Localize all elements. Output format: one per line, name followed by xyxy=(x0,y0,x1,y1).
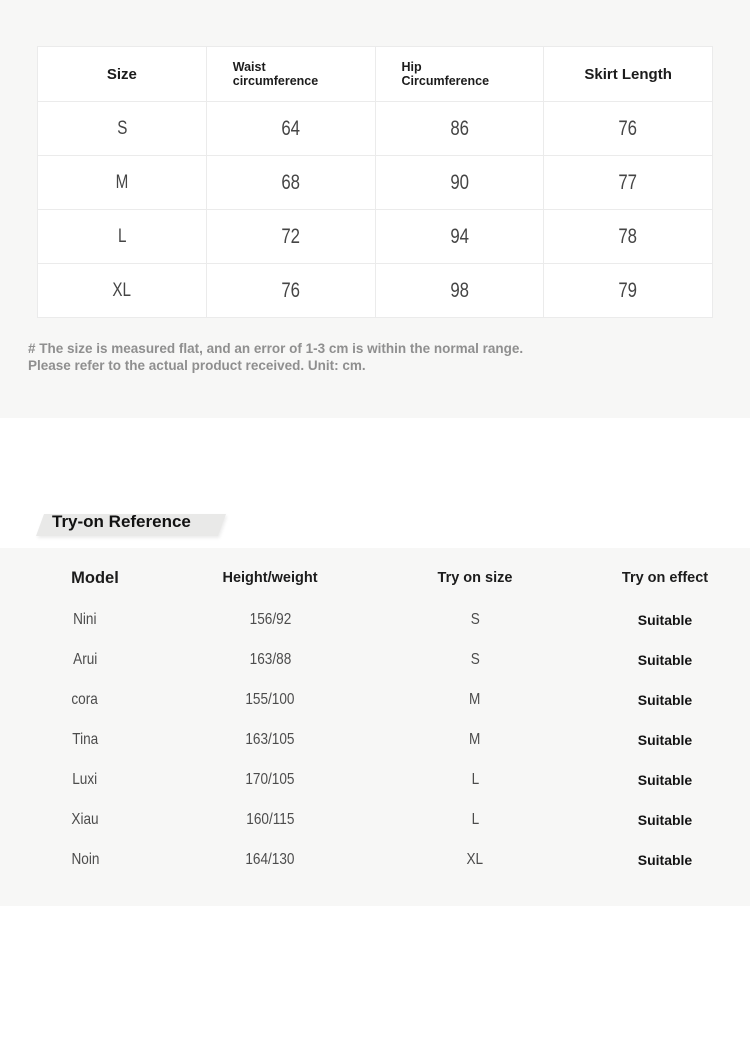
tryon-effect: Suitable xyxy=(637,732,693,748)
table-row xyxy=(38,264,713,318)
model-name: Luxi xyxy=(72,771,98,788)
size-table-header-waist-label: Waist circumference xyxy=(232,60,319,88)
table-row xyxy=(38,210,713,264)
size-value: M xyxy=(38,156,207,210)
waist-value: 68 xyxy=(206,156,375,210)
tryon-row xyxy=(0,840,750,880)
tryon-header-model: Model xyxy=(71,568,119,587)
size-note xyxy=(28,341,668,374)
tryon-size: M xyxy=(469,731,481,748)
tryon-row xyxy=(0,640,750,680)
tryon-row xyxy=(0,600,750,640)
hip-value: 98 xyxy=(375,264,544,318)
waist-value: 72 xyxy=(206,210,375,264)
model-name: Tina xyxy=(72,731,98,748)
length-value: 76 xyxy=(544,102,713,156)
tryon-size: S xyxy=(470,611,480,628)
tryon-size: L xyxy=(471,771,479,788)
size-table-header-row xyxy=(38,47,713,102)
tryon-row xyxy=(0,680,750,720)
size-value: S xyxy=(38,102,207,156)
height-weight: 170/105 xyxy=(245,771,295,788)
waist-value: 76 xyxy=(206,264,375,318)
length-value: 77 xyxy=(544,156,713,210)
tryon-effect: Suitable xyxy=(637,772,693,788)
tryon-header-size: Try on size xyxy=(437,570,513,586)
height-weight: 163/105 xyxy=(245,731,295,748)
size-table xyxy=(37,46,713,318)
size-table-header-waist xyxy=(206,47,375,102)
tryon-row xyxy=(0,760,750,800)
size-value: L xyxy=(38,210,207,264)
tryon-effect: Suitable xyxy=(637,652,693,668)
size-chart-section xyxy=(0,0,750,418)
height-weight: 163/88 xyxy=(249,651,291,668)
length-value: 79 xyxy=(544,264,713,318)
tryon-header-height: Height/weight xyxy=(222,570,318,586)
height-weight: 155/100 xyxy=(245,691,295,708)
tryon-effect: Suitable xyxy=(637,812,693,828)
size-table-header-size: Size xyxy=(38,47,207,102)
height-weight: 164/130 xyxy=(245,851,295,868)
hip-value: 94 xyxy=(375,210,544,264)
size-table-header-hip xyxy=(375,47,544,102)
tryon-effect: Suitable xyxy=(637,692,693,708)
tryon-effect: Suitable xyxy=(637,852,693,868)
size-note-line1: # The size is measured flat, and an error of 1-3 cm is within the normal range. xyxy=(28,341,524,356)
table-row xyxy=(38,102,713,156)
tryon-size: S xyxy=(470,651,480,668)
model-name: Nini xyxy=(73,611,97,628)
tryon-heading-label: Try-on Reference xyxy=(52,512,191,531)
size-table-header-length: Skirt Length xyxy=(544,47,713,102)
hip-value: 90 xyxy=(375,156,544,210)
height-weight: 160/115 xyxy=(245,811,295,828)
hip-value: 86 xyxy=(375,102,544,156)
waist-value: 64 xyxy=(206,102,375,156)
tryon-size: L xyxy=(471,811,479,828)
tryon-size: XL xyxy=(466,851,484,868)
model-name: Arui xyxy=(72,651,98,668)
size-table-header-hip-label: Hip Circumference xyxy=(401,60,490,88)
tryon-row xyxy=(0,800,750,840)
tryon-row xyxy=(0,720,750,760)
tryon-header-effect: Try on effect xyxy=(621,570,709,586)
height-weight: 156/92 xyxy=(249,611,291,628)
length-value: 78 xyxy=(544,210,713,264)
size-value: XL xyxy=(38,264,207,318)
size-note-line2: Please refer to the actual product received. Unit: cm. xyxy=(28,357,366,373)
tryon-size: M xyxy=(469,691,481,708)
tryon-section xyxy=(0,548,750,906)
tryon-header-row xyxy=(0,556,750,600)
model-name: Noin xyxy=(71,851,99,868)
model-name: cora xyxy=(71,691,99,708)
model-name: Xiau xyxy=(71,811,99,828)
tryon-effect: Suitable xyxy=(637,612,693,628)
table-row xyxy=(38,156,713,210)
tryon-heading xyxy=(38,508,191,536)
